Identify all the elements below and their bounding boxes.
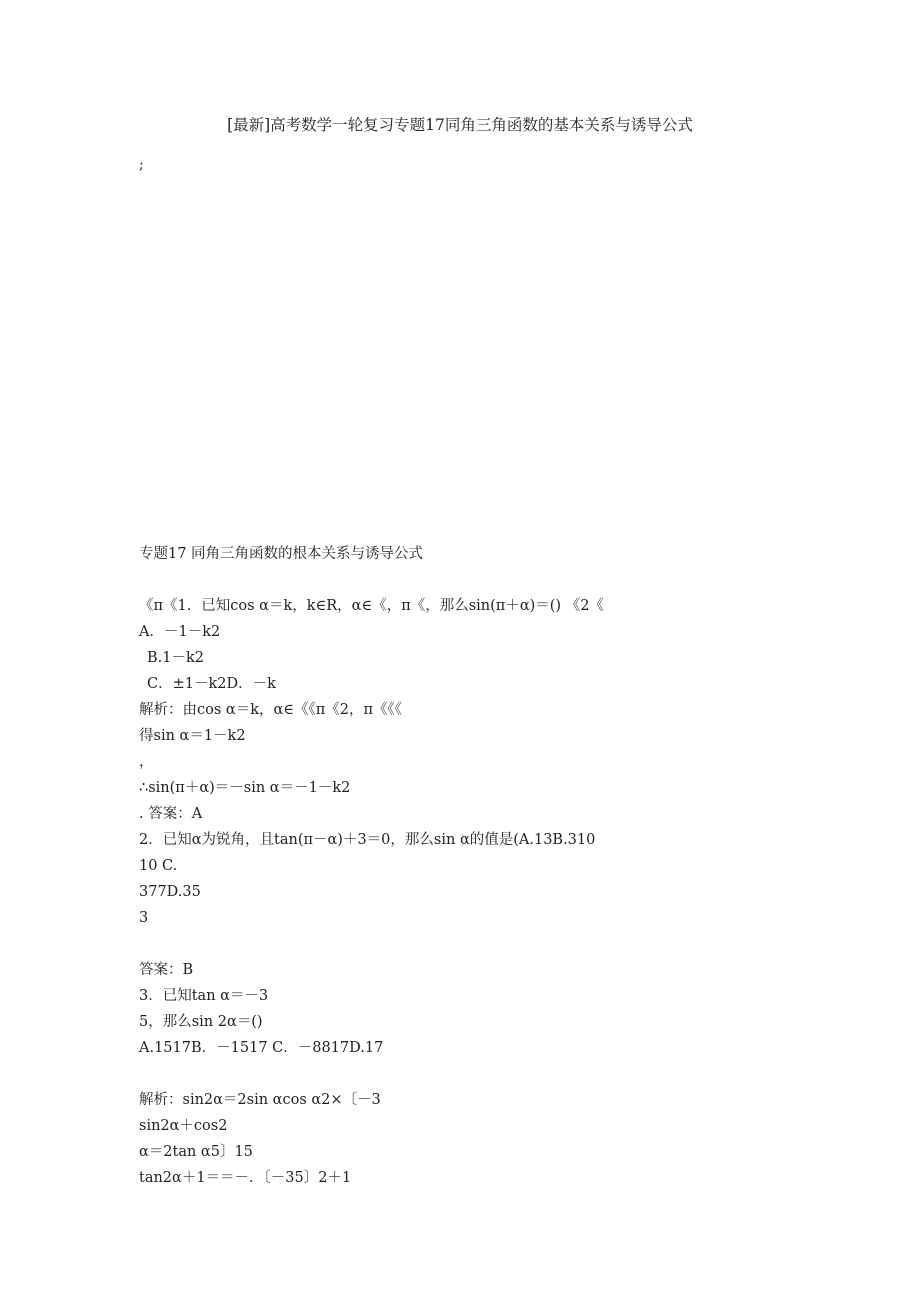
analysis-3: 解析：sin2α＝2sin αcos α2×〔－3 [139, 1092, 381, 1108]
blank-line [139, 931, 839, 957]
blank-line [139, 567, 839, 593]
analysis-1-cont: 得sin α＝1－k2 [139, 728, 246, 744]
option-b: B.1－k2 [147, 650, 205, 666]
question-1: 《π《1．已知cos α＝k，k∈R，α∈《，π《，那么sin(π＋α)＝() 《2《 [139, 598, 604, 614]
analysis-3-cont-2: α＝2tan α5〕15 [139, 1144, 253, 1160]
semicolon-text: ; [139, 157, 144, 173]
analysis-1-result: ∴sin(π＋α)＝－sin α＝－1－k2 [139, 780, 351, 796]
analysis-3-cont-1: sin2α＋cos2 [139, 1118, 228, 1134]
question-2-options: 377D.35 [139, 884, 201, 900]
blank-line [139, 1061, 839, 1087]
option-a: A．－1－k2 [139, 624, 221, 640]
question-2-tail: 3 [139, 910, 149, 926]
question-3: 3．已知tan α＝－3 [139, 988, 269, 1004]
answer-2: 答案：B [139, 962, 194, 978]
comma-line: ， [139, 754, 154, 770]
document-body [139, 541, 839, 1191]
option-c-d: C．±1－k2D．－k [147, 676, 276, 692]
document-title: [最新]高考数学一轮复习专题17同角三角函数的基本关系与诱导公式 [227, 116, 693, 134]
analysis-3-cont-3: tan2α＋1＝＝－．〔－35〕2＋1 [139, 1170, 352, 1186]
section-heading: 专题17 同角三角函数的根本关系与诱导公式 [139, 546, 424, 562]
question-2: 2．已知α为锐角，且tan(π－α)＋3＝0，那么sin α的值是(A.13B.310 [139, 832, 596, 848]
answer-1: . 答案：A [139, 806, 203, 822]
question-2-cont: 10 C. [139, 858, 178, 874]
question-3-options: A.1517B．－1517 C．－8817D.17 [139, 1040, 384, 1056]
question-3-cont: 5，那么sin 2α＝() [139, 1014, 263, 1030]
analysis-1: 解析：由cos α＝k，α∈《《π《2，π《《《 [139, 702, 403, 718]
